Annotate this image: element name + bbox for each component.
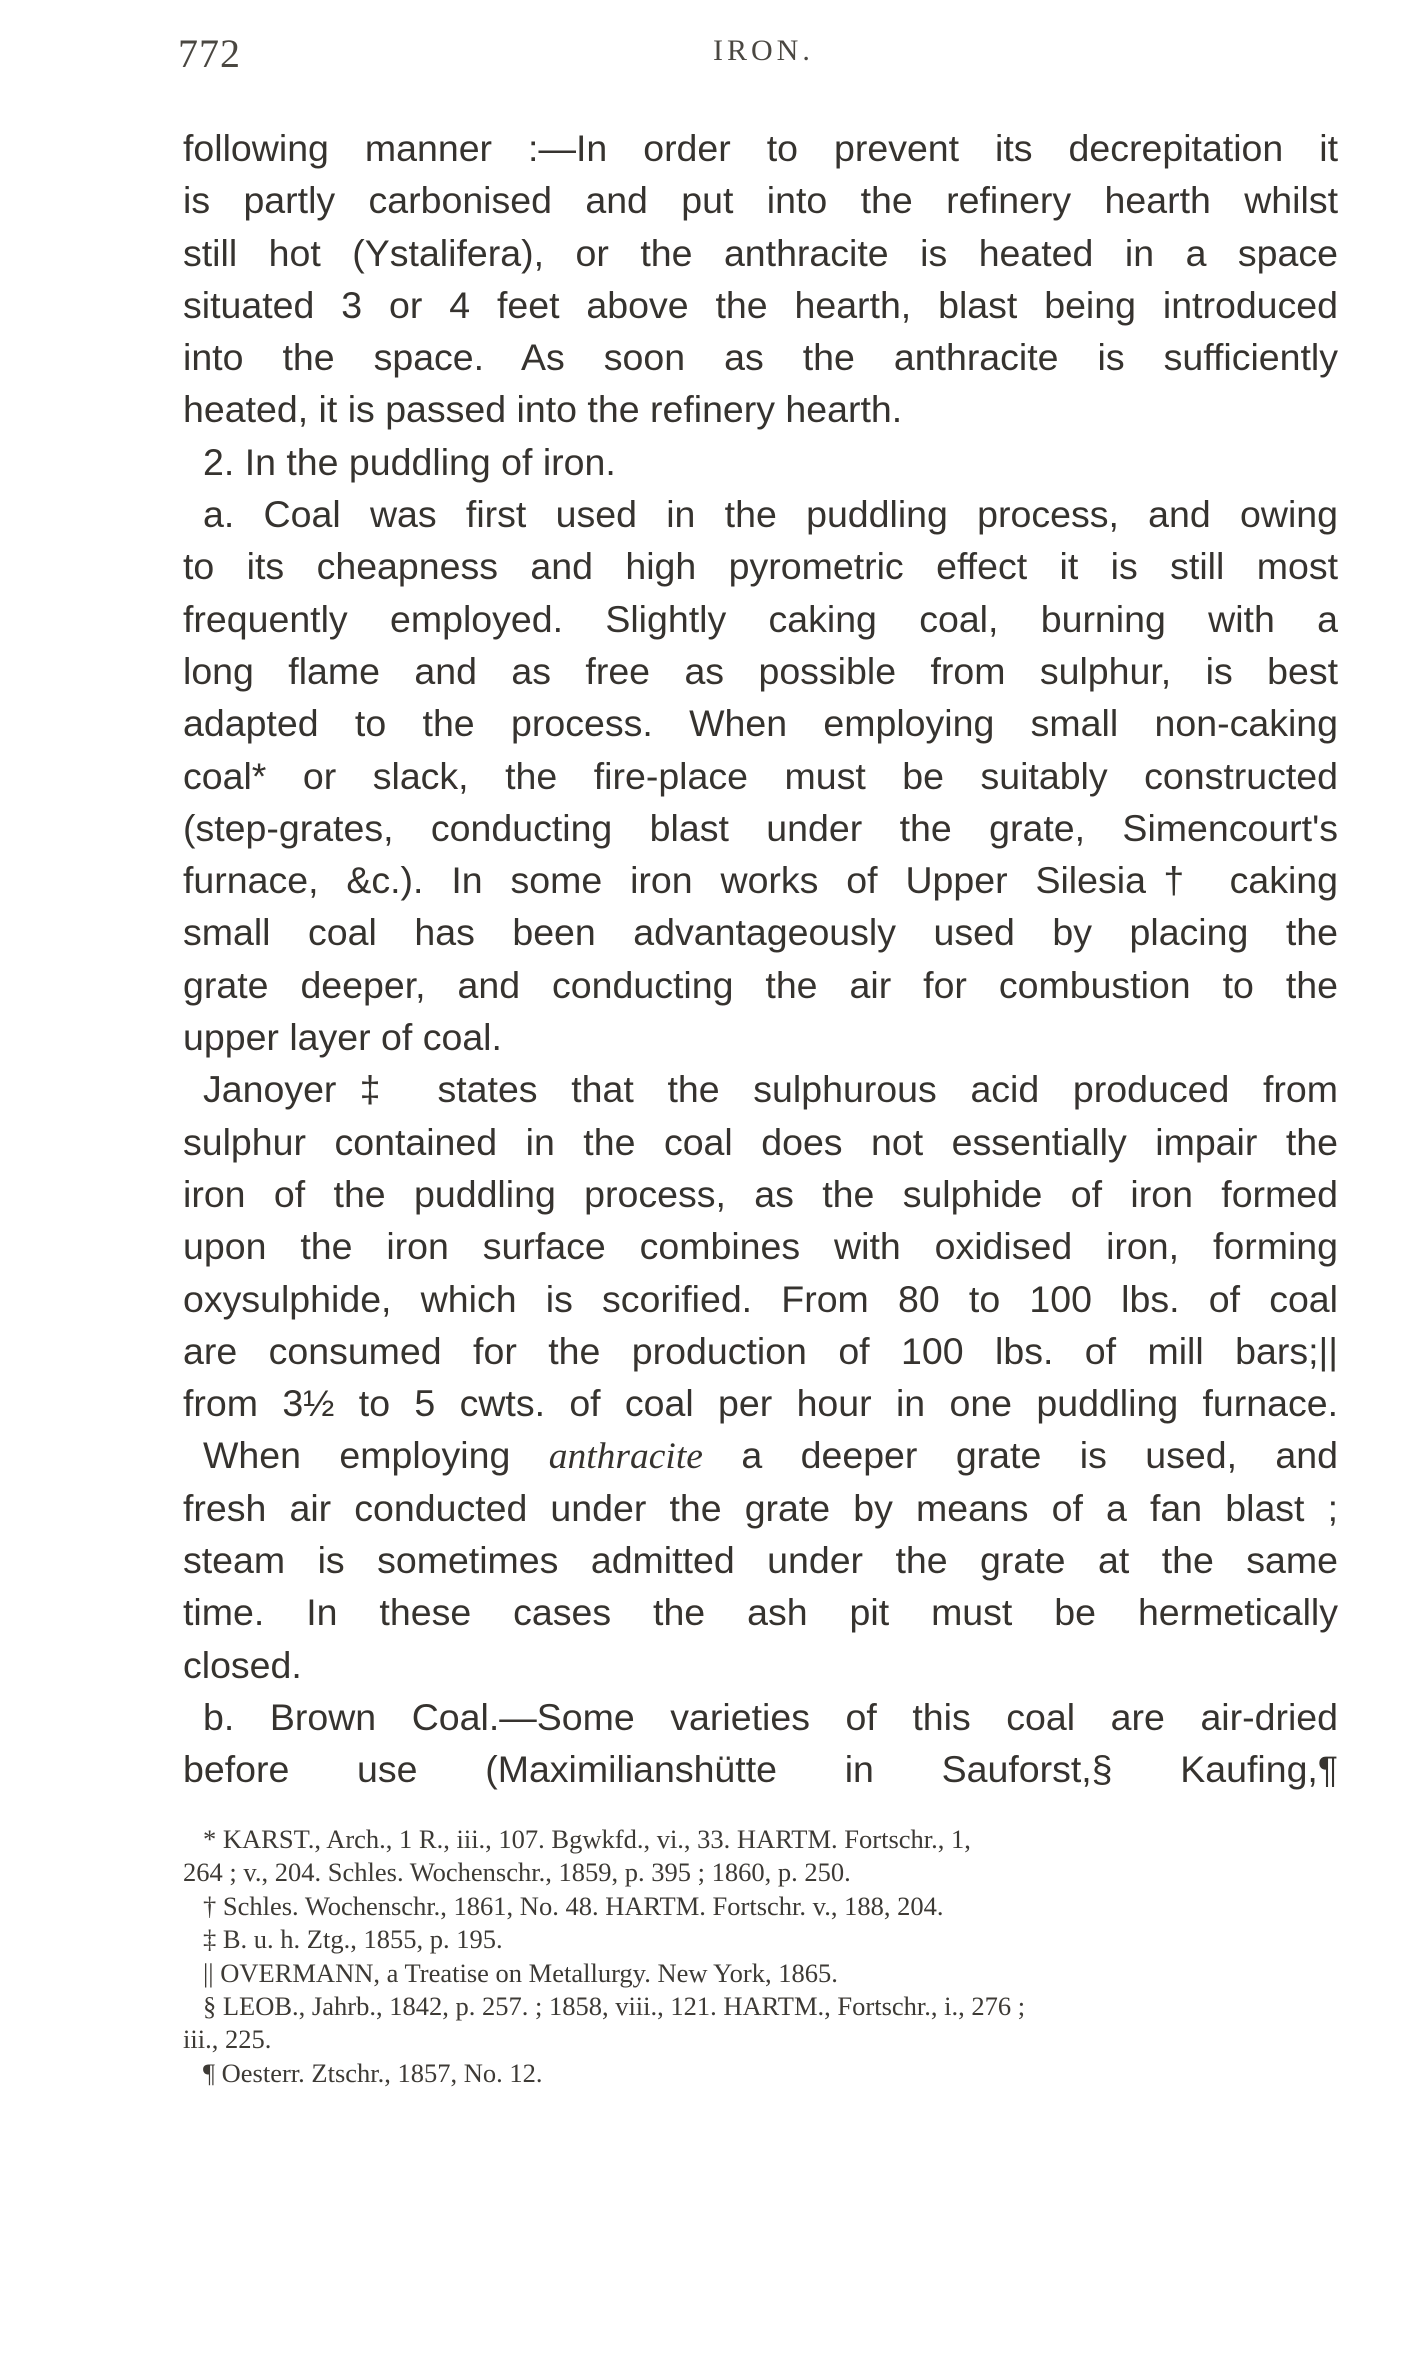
page-header <box>178 30 1338 90</box>
text-line: into the space. As soon as the anthracite is sufficiently <box>183 336 1338 379</box>
footnote-line: iii., 225. <box>183 2024 272 2055</box>
footnote-line: || OVERMANN, a Treatise on Metallurgy. New York, 1865. <box>203 1957 838 1988</box>
footnotes <box>183 1823 1343 2090</box>
body-text <box>183 122 1338 1796</box>
text-line: sulphur contained in the coal does not essentially impair the <box>183 1120 1338 1163</box>
section-heading: 2. In the puddling of iron. <box>203 440 616 483</box>
text-line: Janoyer‡ states that the sulphurous acid produced from <box>203 1068 1338 1111</box>
text-line: adapted to the process. When employing small non-caking <box>183 702 1338 745</box>
footnote-line: 264 ; v., 204. Schles. Wochenschr., 1859, p. 395 ; 1860, p. 250. <box>183 1857 851 1888</box>
footnote-line: † Schles. Wochenschr., 1861, No. 48. HARTM. Fortschr. v., 188, 204. <box>203 1890 944 1921</box>
text-line: (step-grates, conducting blast under the grate, Simencourt's <box>183 806 1338 849</box>
text-line: time. In these cases the ash pit must be hermetically <box>183 1591 1338 1634</box>
page-number: 772 <box>178 31 241 76</box>
text-line: following manner :—In order to prevent its decrepitation it <box>183 127 1338 169</box>
text-line: fresh air conducted under the grate by means of a fan blast ; <box>183 1486 1338 1529</box>
text-line-anthracite <box>183 1429 1338 1481</box>
text-run: a deeper grate is used, and <box>702 1434 1338 1477</box>
text-line: grate deeper, and conducting the air for combustion to the <box>183 963 1338 1006</box>
text-line: before use (Maximilianshütte in Sauforst,§ Kaufing,¶ <box>183 1748 1338 1791</box>
text-line: frequently employed. Slightly caking coal, burning with a <box>183 597 1338 640</box>
footnote-line: ‡ B. u. h. Ztg., 1855, p. 195. <box>203 1924 503 1955</box>
text-line: steam is sometimes admitted under the grate at the same <box>183 1539 1338 1582</box>
text-line: to its cheapness and high pyrometric effect it is still most <box>183 545 1338 588</box>
text-line: furnace, &c.). In some iron works of Upper Silesia† caking <box>183 859 1338 902</box>
text-line: coal* or slack, the fire-place must be suitably constructed <box>183 754 1338 797</box>
text-line: a. Coal was first used in the puddling process, and owing <box>203 493 1338 536</box>
running-head: IRON. <box>713 34 814 67</box>
text-line: closed. <box>183 1643 302 1686</box>
text-line: upon the iron surface combines with oxidised iron, forming <box>183 1225 1338 1268</box>
text-line: b. Brown Coal.—Some varieties of this coal are air-dried <box>203 1695 1338 1738</box>
text-line: from 3½ to 5 cwts. of coal per hour in one puddling furnace. <box>183 1382 1338 1425</box>
footnote-line: § LEOB., Jahrb., 1842, p. 257. ; 1858, viii., 121. HARTM., Fortschr., i., 276 ; <box>203 1990 1026 2021</box>
text-line: oxysulphide, which is scorified. From 80 to 100 lbs. of coal <box>183 1277 1338 1320</box>
text-line: is partly carbonised and put into the refinery hearth whilst <box>183 179 1338 222</box>
text-line: still hot (Ystalifera), or the anthracite is heated in a space <box>183 231 1338 274</box>
text-line: are consumed for the production of 100 lbs. of mill bars;|| <box>183 1329 1338 1372</box>
text-line: long flame and as free as possible from sulphur, is best <box>183 649 1338 692</box>
footnote-line: * KARST., Arch., 1 R., iii., 107. Bgwkfd., vi., 33. HARTM. Fortschr., 1, <box>203 1824 971 1854</box>
text-line: iron of the puddling process, as the sulphide of iron formed <box>183 1172 1338 1215</box>
text-line: situated 3 or 4 feet above the hearth, blast being introduced <box>183 283 1338 326</box>
footnote-line: ¶ Oesterr. Ztschr., 1857, No. 12. <box>203 2057 543 2088</box>
text-line: heated, it is passed into the refinery hearth. <box>183 388 903 431</box>
italic-term: anthracite <box>548 1436 703 1478</box>
text-line: upper layer of coal. <box>183 1016 502 1059</box>
text-line: small coal has been advantageously used by placing the <box>183 911 1338 954</box>
text-run: When employing <box>203 1434 549 1477</box>
